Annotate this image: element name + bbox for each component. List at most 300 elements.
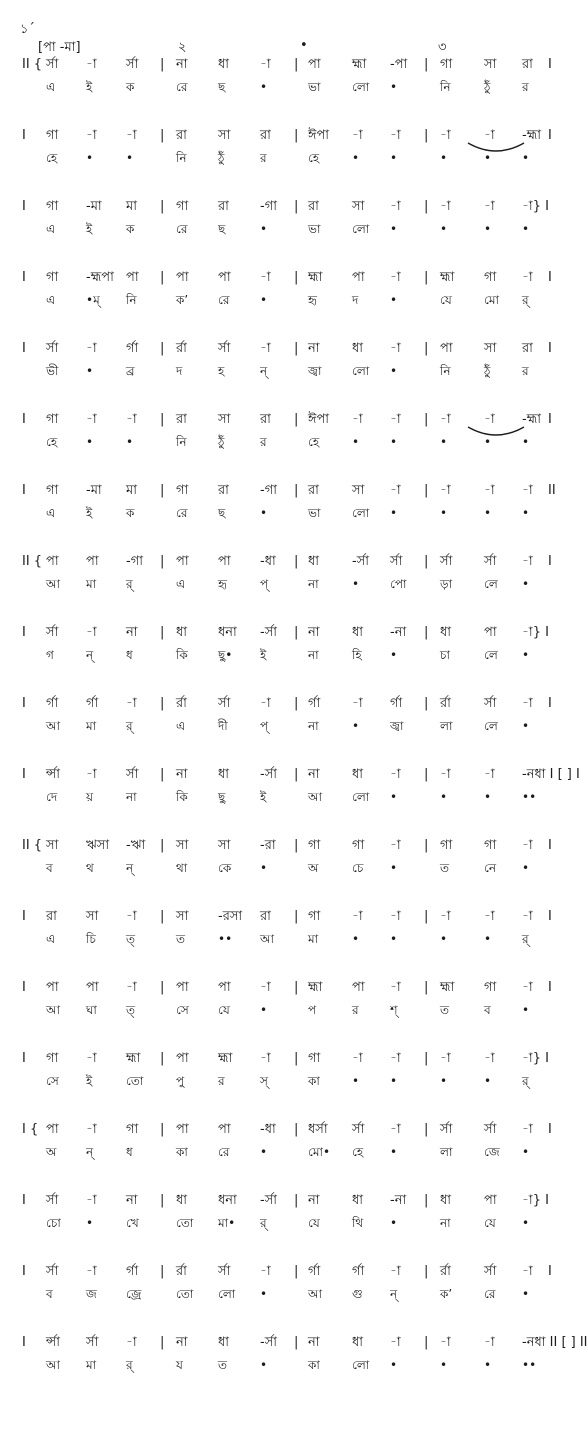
lyric-syllable: প্ xyxy=(260,577,269,591)
lyric-line xyxy=(0,504,580,524)
swara-line xyxy=(0,837,580,857)
note-token: ধা xyxy=(176,625,188,640)
lyric-syllable: • xyxy=(390,790,398,804)
lyric-line xyxy=(0,788,580,808)
lyric-syllable: • xyxy=(522,151,530,165)
bar-line: | xyxy=(424,1051,429,1066)
bar-line: | xyxy=(160,767,165,782)
note-token: -া xyxy=(440,128,451,143)
note-token: I { xyxy=(22,1122,39,1137)
note-token: -া} I xyxy=(522,199,549,214)
lyric-syllable: ছ xyxy=(218,80,226,94)
lyric-syllable: র্ xyxy=(522,293,529,307)
notation-system xyxy=(0,1263,580,1333)
note-token: হ্মা xyxy=(352,57,367,72)
lyric-syllable: লো xyxy=(352,506,370,520)
swara-line xyxy=(0,1121,580,1141)
bar-line: | xyxy=(294,554,299,569)
note-token: রা xyxy=(522,341,533,356)
note-token: -া} I xyxy=(522,1193,549,1208)
bar-line: | xyxy=(294,341,299,356)
note-token: -া xyxy=(390,838,401,853)
note-token: গা xyxy=(46,270,59,285)
lyric-syllable: • xyxy=(260,1358,268,1372)
lyric-syllable: ছু• xyxy=(218,648,233,662)
lyric-syllable: ন্ xyxy=(86,1145,94,1159)
bar-line: | xyxy=(424,696,429,711)
note-token: সা xyxy=(484,341,497,356)
note-token: গা xyxy=(46,483,59,498)
note-token: পা xyxy=(484,1193,497,1208)
note-token: -র্সা xyxy=(260,1335,278,1350)
lyric-syllable: হৃ xyxy=(218,577,227,591)
bar-line: | xyxy=(424,838,429,853)
note-token: I xyxy=(22,696,26,711)
note-token: মা xyxy=(126,483,137,498)
lyric-line xyxy=(0,291,580,311)
lyric-syllable: ই xyxy=(86,222,93,236)
bar-line: | xyxy=(160,199,165,214)
lyric-syllable: ই xyxy=(86,80,93,94)
lyric-syllable: ত xyxy=(218,1358,228,1372)
note-token: -া xyxy=(390,1051,401,1066)
lyric-syllable: লা xyxy=(440,1145,453,1159)
note-token: পা xyxy=(46,1122,59,1137)
lyric-syllable: ছু xyxy=(218,790,226,804)
lyric-syllable: লো xyxy=(352,80,370,94)
notation-system xyxy=(0,1192,580,1262)
note-token: I xyxy=(548,412,552,427)
lyric-syllable: কা xyxy=(308,1074,320,1088)
swara-line xyxy=(0,482,580,502)
note-token: গা xyxy=(46,199,59,214)
note-token: -নধা II [ ] II xyxy=(522,1335,588,1350)
lyric-syllable: • xyxy=(484,222,492,236)
lyric-syllable: ক’ xyxy=(176,293,189,307)
bar-line: | xyxy=(294,625,299,640)
note-token: I xyxy=(22,483,26,498)
lyric-syllable: র xyxy=(218,1074,225,1088)
lyric-syllable: ক’ xyxy=(440,1287,453,1301)
lyric-syllable: • xyxy=(390,1145,398,1159)
note-token: -হ্মপা xyxy=(86,270,114,285)
note-token: না xyxy=(176,767,188,782)
note-token: -া xyxy=(484,199,495,214)
lyric-syllable: • xyxy=(86,435,94,449)
note-token: I xyxy=(22,128,26,143)
note-token: -া xyxy=(352,909,363,924)
note-token: -া xyxy=(390,1335,401,1350)
bar-line: | xyxy=(294,696,299,711)
note-token: -া xyxy=(390,1122,401,1137)
notation-system xyxy=(0,553,580,623)
lyric-syllable: ব xyxy=(484,1003,491,1017)
lyric-syllable: ন্ xyxy=(86,648,94,662)
lyric-syllable: রে xyxy=(484,1287,496,1301)
note-token: -গা xyxy=(260,199,277,214)
lyric-syllable: কে xyxy=(218,861,232,875)
swara-line xyxy=(0,766,580,786)
bar-line: | xyxy=(294,128,299,143)
lyric-syllable: • xyxy=(390,932,398,946)
lyric-syllable: ড়া xyxy=(440,577,453,591)
lyric-syllable: মো• xyxy=(308,1145,331,1159)
note-token: I xyxy=(22,1193,26,1208)
note-token: -া xyxy=(86,625,97,640)
bar-line: | xyxy=(294,1193,299,1208)
lyric-syllable: • xyxy=(260,1287,268,1301)
bar-line: | xyxy=(294,412,299,427)
note-token: র্সা xyxy=(218,696,231,711)
note-token: হ্মা xyxy=(308,270,323,285)
note-token: না xyxy=(308,1335,320,1350)
note-token: -া xyxy=(352,412,363,427)
bar-line: | xyxy=(294,909,299,924)
note-token: সা xyxy=(352,199,365,214)
lyric-syllable: রে xyxy=(176,506,188,520)
note-token: I xyxy=(548,980,552,995)
lyric-syllable: য xyxy=(176,1358,183,1372)
swara-line xyxy=(0,1334,588,1354)
note-token: না xyxy=(126,625,138,640)
swara-line xyxy=(0,56,580,76)
note-token: গা xyxy=(46,128,59,143)
note-token: না xyxy=(308,625,320,640)
note-token: -া xyxy=(440,909,451,924)
bar-line: | xyxy=(160,483,165,498)
note-token: -া xyxy=(390,412,401,427)
note-token: সা xyxy=(218,128,231,143)
notation-system xyxy=(0,1050,580,1120)
note-token: পা xyxy=(176,1122,189,1137)
note-token: র্ন্সা xyxy=(46,767,60,782)
note-token: -া xyxy=(352,128,363,143)
note-token: পা xyxy=(484,625,497,640)
lyric-syllable: • xyxy=(484,1074,492,1088)
notation-system xyxy=(0,695,580,765)
lyric-syllable: • xyxy=(522,577,530,591)
note-token: I xyxy=(22,909,26,924)
note-token: -া xyxy=(126,980,137,995)
lyric-syllable: ভী xyxy=(46,364,59,378)
lyric-syllable: তো xyxy=(176,1287,194,1301)
swara-line xyxy=(0,908,580,928)
lyric-syllable: • xyxy=(352,151,360,165)
slur-arc xyxy=(466,425,526,439)
lyric-syllable: • xyxy=(522,648,530,662)
bar-line: | xyxy=(424,483,429,498)
lyric-syllable: আ xyxy=(308,790,322,804)
note-token: গা xyxy=(440,57,453,72)
note-token: র্সা xyxy=(86,1335,99,1350)
lyric-syllable: • xyxy=(86,1216,94,1230)
lyric-syllable: হ xyxy=(218,364,225,378)
note-token: পা xyxy=(308,57,321,72)
note-token: -গা xyxy=(126,554,143,569)
note-token: র্রা xyxy=(440,1264,451,1279)
lyric-syllable: কা xyxy=(176,1145,188,1159)
note-token: -হ্মা xyxy=(522,412,542,427)
note-token: -রা xyxy=(260,838,276,853)
bar-line: | xyxy=(424,128,429,143)
lyric-syllable: • xyxy=(522,435,530,449)
bar-line: | xyxy=(294,1264,299,1279)
note-token: র্সা xyxy=(46,1264,59,1279)
bar-line: | xyxy=(160,1264,165,1279)
note-token: -া} I xyxy=(522,1051,549,1066)
lyric-syllable: র্ xyxy=(126,577,133,591)
note-token: ধনা xyxy=(218,625,237,640)
lyric-syllable: ভা xyxy=(308,80,321,94)
lyric-syllable: • xyxy=(484,151,492,165)
note-token: -ধা xyxy=(260,554,276,569)
lyric-syllable: নি xyxy=(176,151,187,165)
lyric-syllable: • xyxy=(86,364,94,378)
lyric-syllable: • xyxy=(260,222,268,236)
lyric-syllable: জ্বা xyxy=(308,364,322,378)
note-token: II { xyxy=(22,554,43,569)
lyric-syllable: গ xyxy=(46,648,54,662)
lyric-syllable: তো xyxy=(176,1216,194,1230)
note-token: -া xyxy=(390,767,401,782)
lyric-syllable: • xyxy=(440,506,448,520)
lyric-syllable: • xyxy=(126,435,134,449)
bar-line: | xyxy=(160,341,165,356)
lyric-syllable: আ xyxy=(260,932,274,946)
note-token: -া xyxy=(522,1122,533,1137)
lyric-syllable: • xyxy=(522,719,530,733)
lyric-syllable: লো xyxy=(218,1287,236,1301)
note-token: -া xyxy=(484,412,495,427)
lyric-syllable: • xyxy=(390,648,398,662)
lyric-syllable: লো xyxy=(352,790,370,804)
lyric-syllable: হি xyxy=(352,648,362,662)
lyric-syllable: •ম্ xyxy=(86,293,100,307)
bar-line: | xyxy=(160,1335,165,1350)
bar-line: | xyxy=(160,57,165,72)
note-token: র্গা xyxy=(390,696,403,711)
bar-line: | xyxy=(424,554,429,569)
lyric-syllable: • xyxy=(390,222,398,236)
bar-line: | xyxy=(294,1122,299,1137)
bar-line: | xyxy=(160,412,165,427)
note-token: -া xyxy=(522,980,533,995)
lyric-syllable: অ xyxy=(46,1145,57,1159)
note-token: র্সা xyxy=(46,1193,59,1208)
note-token: ধনা xyxy=(218,1193,237,1208)
lyric-syllable: নে xyxy=(484,861,497,875)
note-token: র্গা xyxy=(46,696,59,711)
note-token: -া xyxy=(484,483,495,498)
lyric-line xyxy=(0,362,580,382)
note-token: র্সা xyxy=(484,696,497,711)
lyric-syllable: মা• xyxy=(218,1216,236,1230)
lyric-syllable: • xyxy=(126,151,134,165)
lyric-syllable: এ xyxy=(46,506,56,520)
note-token: সা xyxy=(46,838,59,853)
note-token: -া xyxy=(260,341,271,356)
lyric-syllable: কি xyxy=(176,648,188,662)
lyric-syllable: • xyxy=(260,80,268,94)
lyric-line xyxy=(0,859,580,879)
lyric-syllable: • xyxy=(390,861,398,875)
note-token: -া xyxy=(86,1051,97,1066)
note-token: -র্সা xyxy=(260,767,278,782)
note-token: পা xyxy=(352,980,365,995)
note-token: র্সা xyxy=(390,554,403,569)
lyric-line xyxy=(0,1214,580,1234)
lyric-syllable: • xyxy=(352,719,360,733)
note-token: রা xyxy=(218,199,229,214)
lyric-syllable: অ xyxy=(308,861,319,875)
note-token: -া xyxy=(390,980,401,995)
lyric-syllable: মা xyxy=(86,719,97,733)
lyric-syllable: • xyxy=(390,293,398,307)
note-token: গা xyxy=(308,1051,321,1066)
slur-arc xyxy=(466,141,526,155)
lyric-syllable: • xyxy=(522,1145,530,1159)
swara-line xyxy=(0,1263,580,1283)
top-mark: ১´ xyxy=(20,22,35,37)
notation-system xyxy=(0,127,580,197)
lyric-syllable: এ xyxy=(176,577,186,591)
note-token: I xyxy=(22,1264,26,1279)
note-token: র্ন্সা xyxy=(46,1335,60,1350)
lyric-syllable: চি xyxy=(86,932,96,946)
note-token: র্সা xyxy=(484,1264,497,1279)
note-token: গা xyxy=(176,483,189,498)
note-token: -া xyxy=(440,1051,451,1066)
lyric-syllable: • xyxy=(260,1003,268,1017)
lyric-syllable: হৃ xyxy=(308,293,317,307)
lyric-line xyxy=(0,78,580,98)
note-token: ঈপা xyxy=(308,128,330,143)
lyric-syllable: না xyxy=(126,790,137,804)
lyric-syllable: ক xyxy=(126,506,135,520)
note-token: -মা xyxy=(86,199,102,214)
lyric-syllable: • xyxy=(390,1074,398,1088)
lyric-syllable: ই xyxy=(260,790,267,804)
note-token: -া xyxy=(126,909,137,924)
lyric-line xyxy=(0,1285,580,1305)
bar-line: | xyxy=(294,57,299,72)
note-token: পা xyxy=(352,270,365,285)
bar-line: | xyxy=(160,909,165,924)
bar-line: | xyxy=(424,341,429,356)
note-token: I xyxy=(548,909,552,924)
lyric-syllable: এ xyxy=(46,80,56,94)
lyric-syllable: আ xyxy=(46,577,60,591)
note-token: পা xyxy=(218,980,231,995)
lyric-syllable: • xyxy=(390,151,398,165)
note-token: র্সা xyxy=(484,1122,497,1137)
lyric-syllable: পু xyxy=(176,1074,185,1088)
lyric-syllable: পো xyxy=(390,577,407,591)
lyric-syllable: • xyxy=(260,861,268,875)
bar-line: | xyxy=(424,909,429,924)
note-token: রা xyxy=(176,128,187,143)
lyric-syllable: চো xyxy=(46,1216,61,1230)
lyric-syllable: •• xyxy=(218,932,233,946)
note-token: -া xyxy=(86,57,97,72)
lyric-syllable: হে xyxy=(308,151,320,165)
lyric-syllable: • xyxy=(390,1216,398,1230)
note-token: গা xyxy=(308,838,321,853)
note-token: -া xyxy=(522,554,533,569)
note-token: পা xyxy=(440,341,453,356)
lyric-syllable: নি xyxy=(440,364,451,378)
lyric-syllable: • xyxy=(440,790,448,804)
note-token: র্গা xyxy=(308,1264,321,1279)
note-token: -নধা I [ ] I xyxy=(522,767,580,782)
lyric-syllable: র্ xyxy=(126,1358,133,1372)
lyric-syllable: • xyxy=(484,1358,492,1372)
lyric-line xyxy=(0,1001,580,1021)
note-token: -া xyxy=(484,767,495,782)
lyric-syllable: এ xyxy=(46,932,56,946)
lyric-syllable: নি xyxy=(176,435,187,449)
note-token: রা xyxy=(522,57,533,72)
swara-line xyxy=(0,624,580,644)
lyric-syllable: • xyxy=(440,1358,448,1372)
notation-system xyxy=(0,411,580,481)
note-token: -া xyxy=(352,1051,363,1066)
note-token: -রসা xyxy=(218,909,243,924)
lyric-syllable: আ xyxy=(308,1287,322,1301)
lyric-syllable: ছ xyxy=(218,506,226,520)
bar-line: | xyxy=(160,1051,165,1066)
lyric-line xyxy=(0,646,580,666)
notation-system xyxy=(0,837,580,907)
lyric-syllable: র্ xyxy=(126,719,133,733)
lyric-syllable: লে xyxy=(484,648,498,662)
note-token: -া xyxy=(522,270,533,285)
note-token: ধা xyxy=(352,1335,364,1350)
lyric-syllable: না xyxy=(440,1216,451,1230)
lyric-syllable: • xyxy=(522,1003,530,1017)
lyric-line xyxy=(0,1356,580,1376)
lyric-syllable: দী xyxy=(218,719,228,733)
note-token: র্রা xyxy=(440,696,451,711)
note-token: গা xyxy=(352,838,365,853)
bar-line: | xyxy=(294,1335,299,1350)
lyric-syllable: • xyxy=(352,1074,360,1088)
bar-line: | xyxy=(160,128,165,143)
lyric-syllable: • xyxy=(440,932,448,946)
note-token: -া xyxy=(86,341,97,356)
lyric-syllable: দ xyxy=(176,364,183,378)
note-token: I xyxy=(22,341,26,356)
note-token: রা xyxy=(176,412,187,427)
note-token: না xyxy=(176,1335,188,1350)
note-token: র্সা xyxy=(46,57,59,72)
note-token: -া xyxy=(352,696,363,711)
note-token: পা xyxy=(46,554,59,569)
note-token: -র্সা xyxy=(352,554,370,569)
note-token: -া xyxy=(86,1193,97,1208)
lyric-syllable: চা xyxy=(440,648,450,662)
note-token: ধর্সা xyxy=(308,1122,328,1137)
note-token: ধা xyxy=(218,1335,230,1350)
note-token: -গা xyxy=(260,483,277,498)
lyric-syllable: লা xyxy=(440,719,453,733)
note-token: র্রা xyxy=(176,1264,187,1279)
note-token: গা xyxy=(308,909,321,924)
lyric-syllable: রে xyxy=(176,222,188,236)
note-token: -া xyxy=(260,57,271,72)
lyric-syllable: •• xyxy=(522,790,537,804)
note-token: র্সা xyxy=(352,1122,365,1137)
